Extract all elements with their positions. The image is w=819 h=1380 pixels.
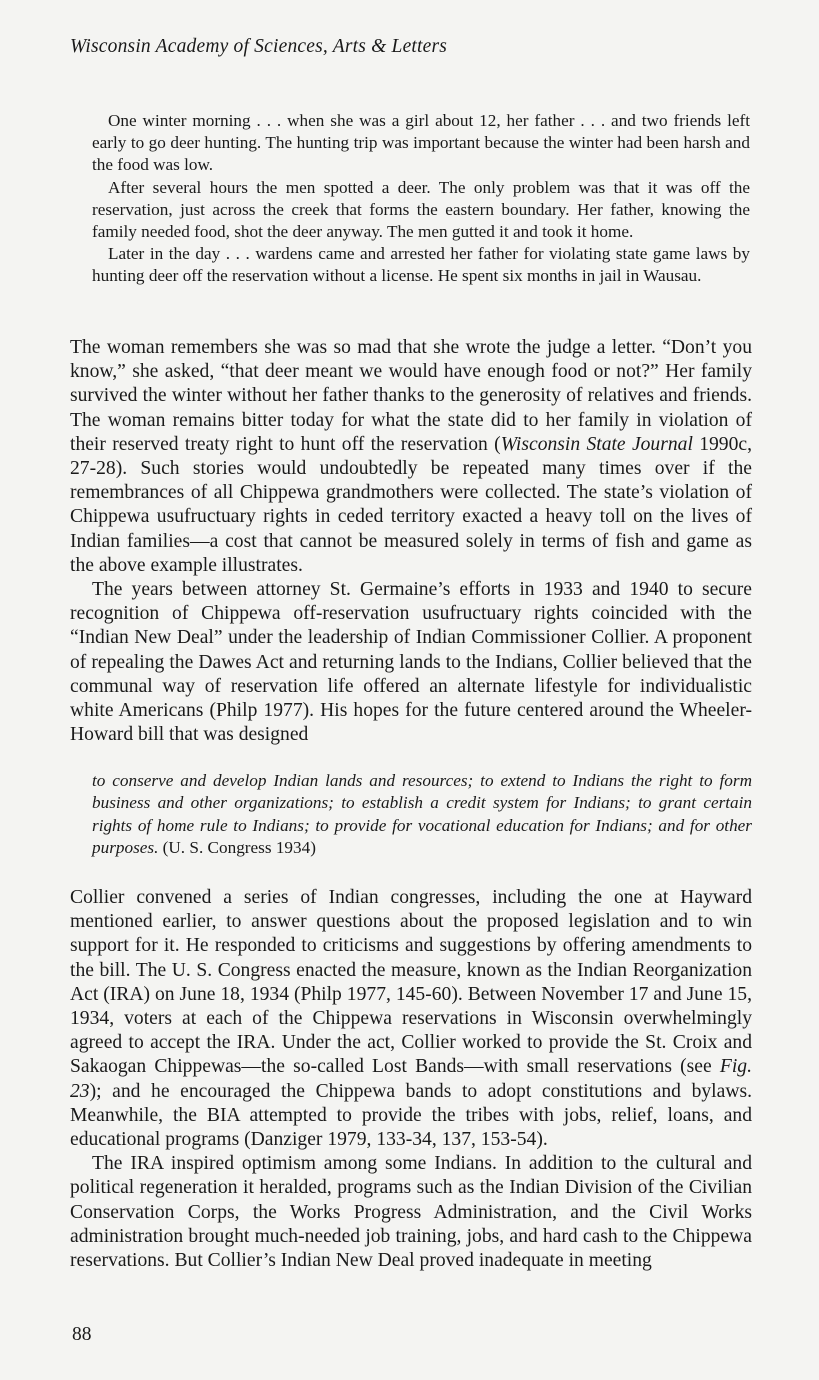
page-number: 88 bbox=[72, 1324, 92, 1345]
body-text-section-1 bbox=[70, 336, 752, 747]
body-paragraph bbox=[70, 886, 752, 1152]
text-run: Collier convened a series of Indian congresses, including the one at Hayward mentioned earlier, to answer questions about the proposed legislation and to win support for it. He responded to criticisms and suggestions by offering amendments to the bill. The U. S. Congress enacted the measure, known as the Indian Reorganization Act (IRA) on June 18, 1934 (Philp 1977, 145-60). Between November 17 and June 15, 1934, voters at each of the Chippewa reservations in Wisconsin overwhelmingly agreed to accept the IRA. Under the act, Collier worked to provide the St. Croix and Sakaogan Chippewas—the so-called Lost Bands—with small reservations (see bbox=[70, 887, 752, 1078]
quote-paragraph: Later in the day . . . wardens came and arrested her father for violating state game laws by hunting deer off the reservation without a license. He spent six months in jail in Wausau. bbox=[92, 244, 750, 286]
figure-reference: Fig. 23 bbox=[70, 1056, 752, 1102]
body-paragraph: The IRA inspired optimism among some Indians. In addition to the cultural and political regeneration it heralded, programs such as the Indian Division of the Civilian Conservation Corps, the Works Progress Administration, and the Civil Works administration brought much-needed job training, jobs, and hard cash to the Chippewa reservations. But Collier’s Indian New Deal proved inadequate in meeting bbox=[70, 1153, 752, 1272]
text-run: ); and he encouraged the Chippewa bands to adopt constitutions and bylaws. Meanwhile, the BIA attempted to provide the tribes with jobs, relief, loans, and educational programs (Danziger 1979, 133-34, 137, 153-54). bbox=[70, 1080, 752, 1151]
citation-title: Wisconsin State Journal bbox=[500, 433, 693, 455]
text-run: 1990c, 27-28). Such stories would undoubtedly be repeated many times over if the remembrances of all Chippewa grandmothers were collected. The state’s violation of Chippewa usufructuary rights in ceded territory exacted a heavy toll on the lives of Indian families—a cost that cannot be measured solely in terms of fish and game as the above example illustrates. bbox=[70, 433, 752, 576]
body-text-section-2 bbox=[70, 886, 752, 1273]
quote-text: to conserve and develop Indian lands and resources; to extend to Indians the right to form business and other organizations; to establish a credit system for Indians; to grant certain rights of home rule to Indians; to provide for vocational education for Indians; and for other purposes. bbox=[92, 771, 752, 858]
body-paragraph bbox=[70, 336, 752, 578]
quote-paragraph bbox=[92, 770, 752, 860]
anecdote-block-quote bbox=[92, 110, 750, 288]
text-run: The woman remembers she was so mad that she wrote the judge a letter. “Don’t you know,” she asked, “that deer meant we would have enough food or not?” Her family survived the winter without her father thanks to the generosity of relatives and friends. The woman remains bitter today for what the state did to her family in violation of their reserved treaty right to hunt off the reservation ( bbox=[70, 337, 752, 455]
quote-paragraph: After several hours the men spotted a deer. The only problem was that it was off the reservation, just across the creek that forms the eastern boundary. Her father, knowing the family needed food, shot the deer anyway. The men gutted it and took it home. bbox=[92, 177, 750, 242]
quote-citation: (U. S. Congress 1934) bbox=[158, 838, 316, 858]
congress-block-quote bbox=[92, 770, 752, 860]
quote-paragraph: One winter morning . . . when she was a girl about 12, her father . . . and two friends left early to go deer hunting. The hunting trip was important because the winter had been harsh and the food was low. bbox=[92, 111, 750, 175]
body-paragraph: The years between attorney St. Germaine’s efforts in 1933 and 1940 to secure recognition of Chippewa off-reservation usufructuary rights coincided with the “Indian New Deal” under the leadership of Indian Commissioner Collier. A proponent of repealing the Dawes Act and returning lands to the Indians, Collier believed that the communal way of reservation life offered an alternate lifestyle for individualistic white Americans (Philp 1977). His hopes for the future centered around the Wheeler-Howard bill that was designed bbox=[70, 579, 752, 746]
running-head: Wisconsin Academy of Sciences, Arts & Letters bbox=[70, 36, 448, 57]
